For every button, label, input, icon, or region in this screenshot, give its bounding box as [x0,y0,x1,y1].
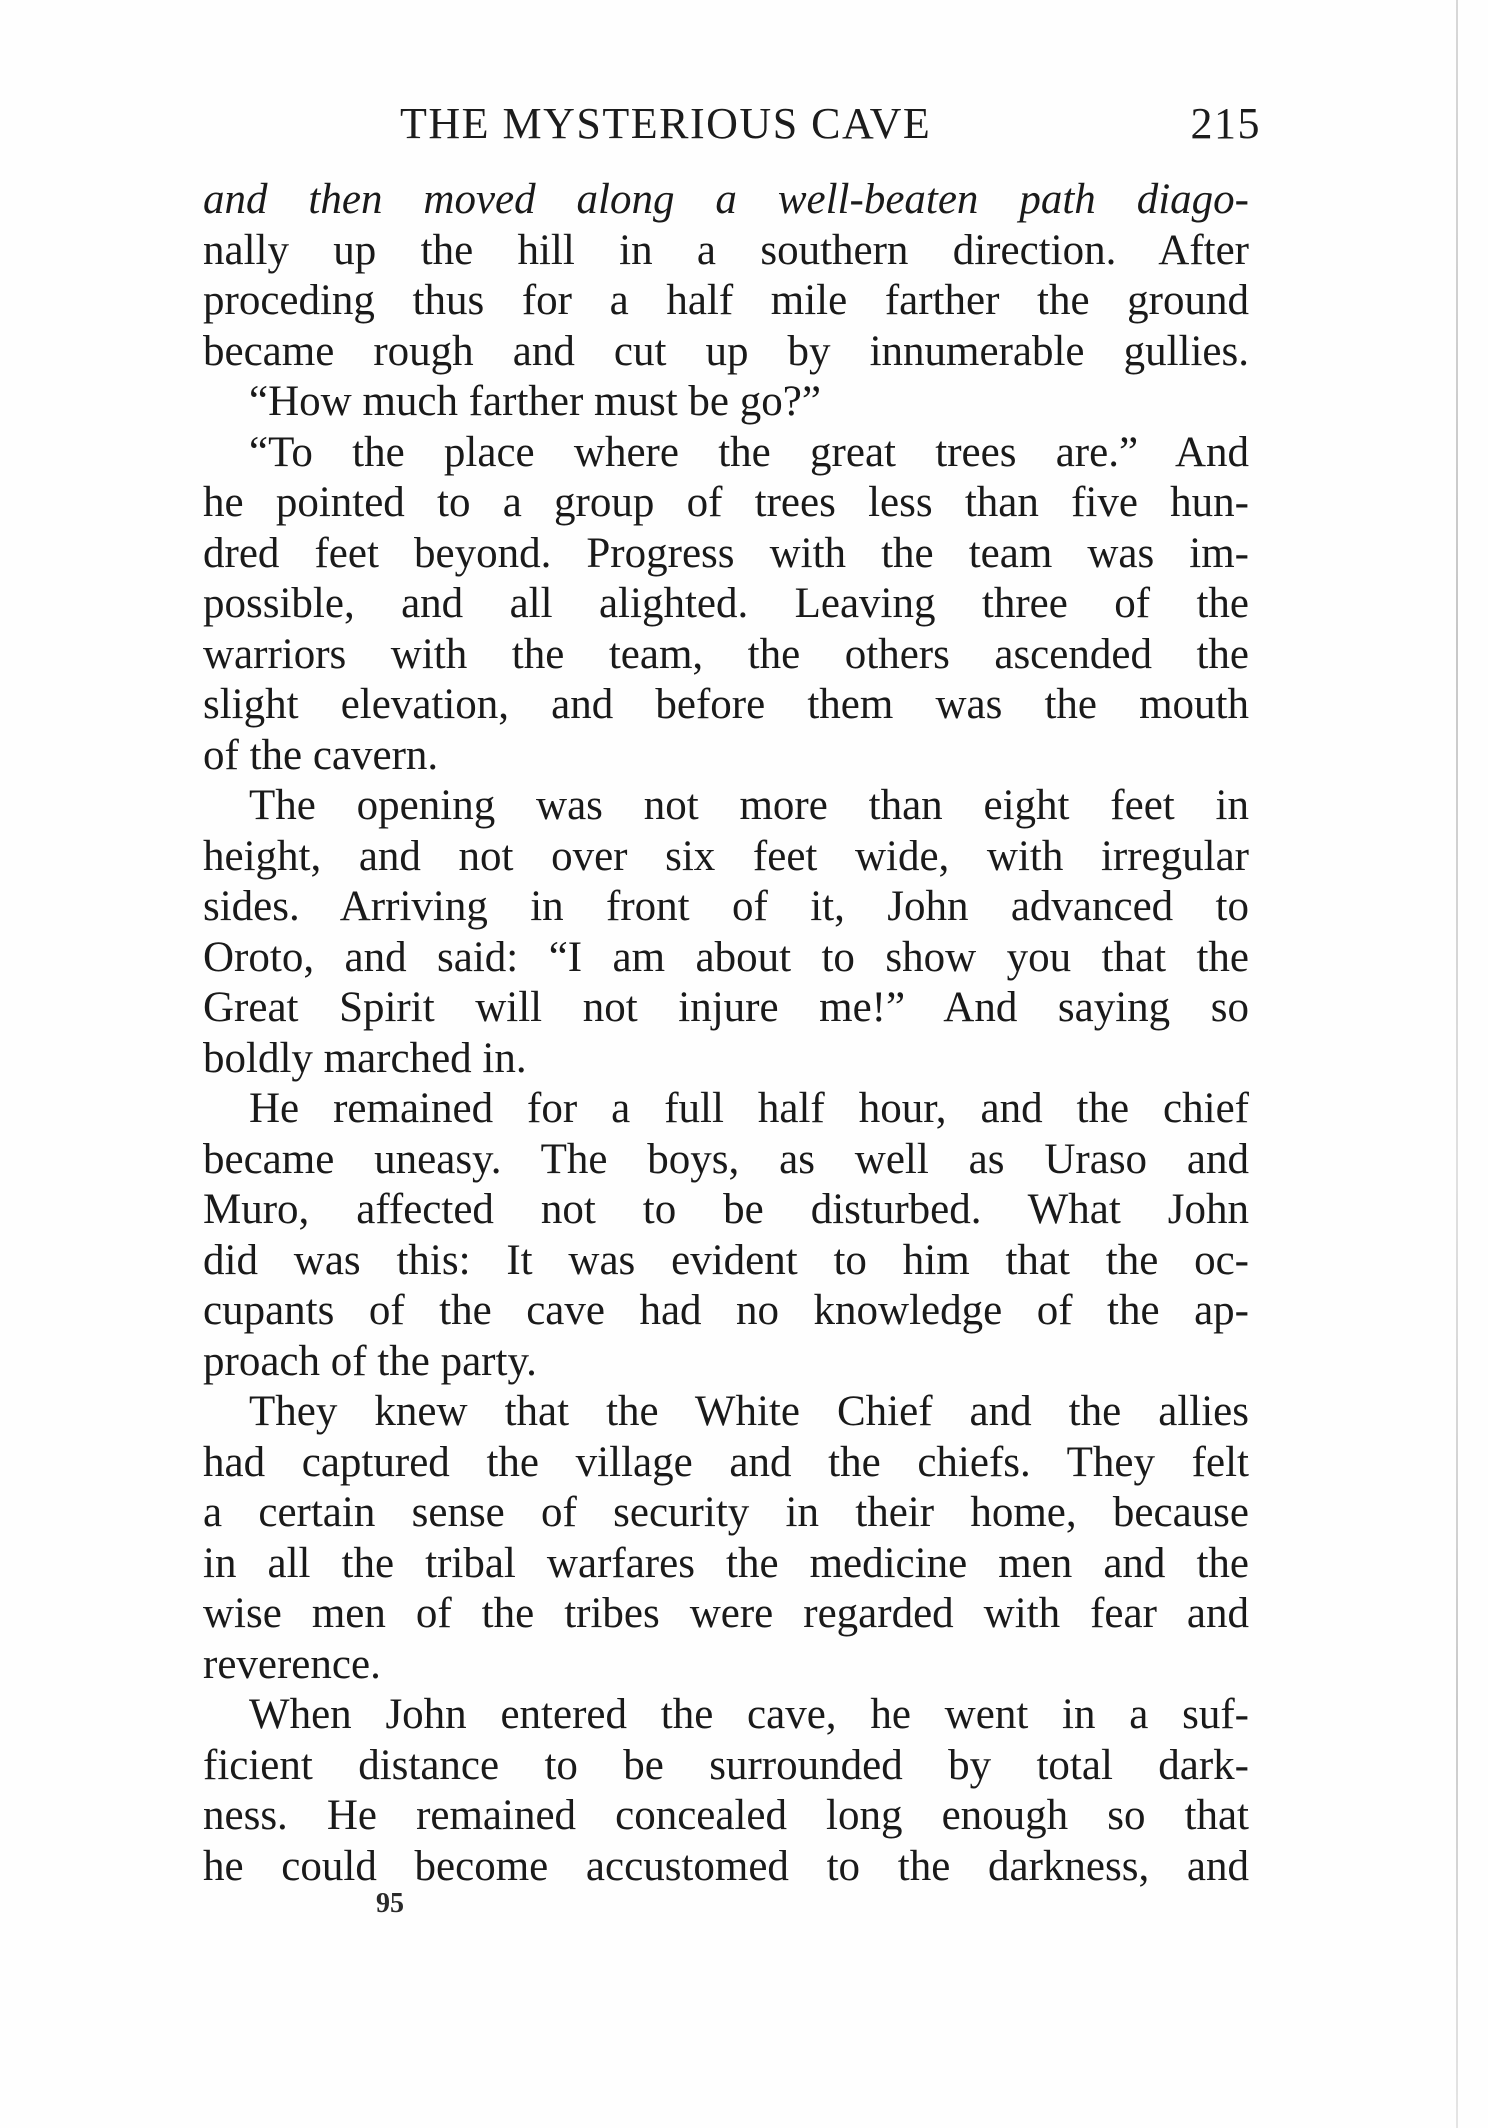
page-number: 215 [1190,99,1261,148]
text-line: Muro, affected not to be disturbed. What John [203,1186,1249,1233]
text-line: ness. He remained concealed long enough so that [203,1792,1249,1839]
text-line: and then moved along a well-beaten path diago- [203,176,1249,223]
text-line: proceding thus for a half mile farther the ground [203,277,1249,324]
text-line: dred feet beyond. Progress with the team was im- [203,529,1249,577]
text-line: of the cavern. [203,731,439,779]
page-edge-line [1456,0,1458,2128]
text-line: he could become accustomed to the darkness, and [203,1842,1249,1890]
text-line: he pointed to a group of trees less than five hun- [203,479,1249,526]
text-line: He remained for a full half hour, and the chief [249,1085,1249,1132]
text-line: “How much farther must be go?” [249,378,821,425]
text-line: in all the tribal warfares the medicine men and the [203,1539,1249,1587]
text-line: ficient distance to be surrounded by total dark- [203,1741,1249,1789]
text-line: wise men of the tribes were regarded with fear and [203,1590,1249,1637]
running-title: THE MYSTERIOUS CAVE [400,99,932,148]
signature-mark: 95 [376,1888,404,1919]
text-line: did was this: It was evident to him that the oc- [203,1236,1249,1284]
text-line: Great Spirit will not injure me!” And saying so [203,984,1249,1031]
text-line: They knew that the White Chief and the allies [249,1388,1249,1435]
text-line: reverence. [203,1640,381,1688]
body-text [203,175,1249,1892]
running-head [203,98,1261,158]
text-line: sides. Arriving in front of it, John advanced to [203,883,1249,930]
text-line: had captured the village and the chiefs. They felt [203,1438,1249,1486]
text-line: nally up the hill in a southern direction. After [203,226,1249,274]
text-line: became uneasy. The boys, as well as Uraso and [203,1135,1249,1183]
text-line: Oroto, and said: “I am about to show you that the [203,933,1249,981]
text-line: boldly marched in. [203,1034,527,1082]
text-line: proach of the party. [203,1337,537,1385]
text-line: became rough and cut up by innumerable gullies. [203,327,1249,375]
text-line: slight elevation, and before them was the mouth [203,681,1249,728]
text-line: height, and not over six feet wide, with irregular [203,832,1249,880]
text-line: a certain sense of security in their home, because [203,1489,1249,1536]
text-line: When John entered the cave, he went in a suf- [249,1691,1249,1738]
text-line: The opening was not more than eight feet in [249,782,1249,829]
text-line: cupants of the cave had no knowledge of the ap- [203,1287,1249,1334]
text-line: warriors with the team, the others ascended the [203,630,1249,678]
text-line: “To the place where the great trees are.” And [249,428,1249,476]
text-line: possible, and all alighted. Leaving three of the [203,580,1249,627]
